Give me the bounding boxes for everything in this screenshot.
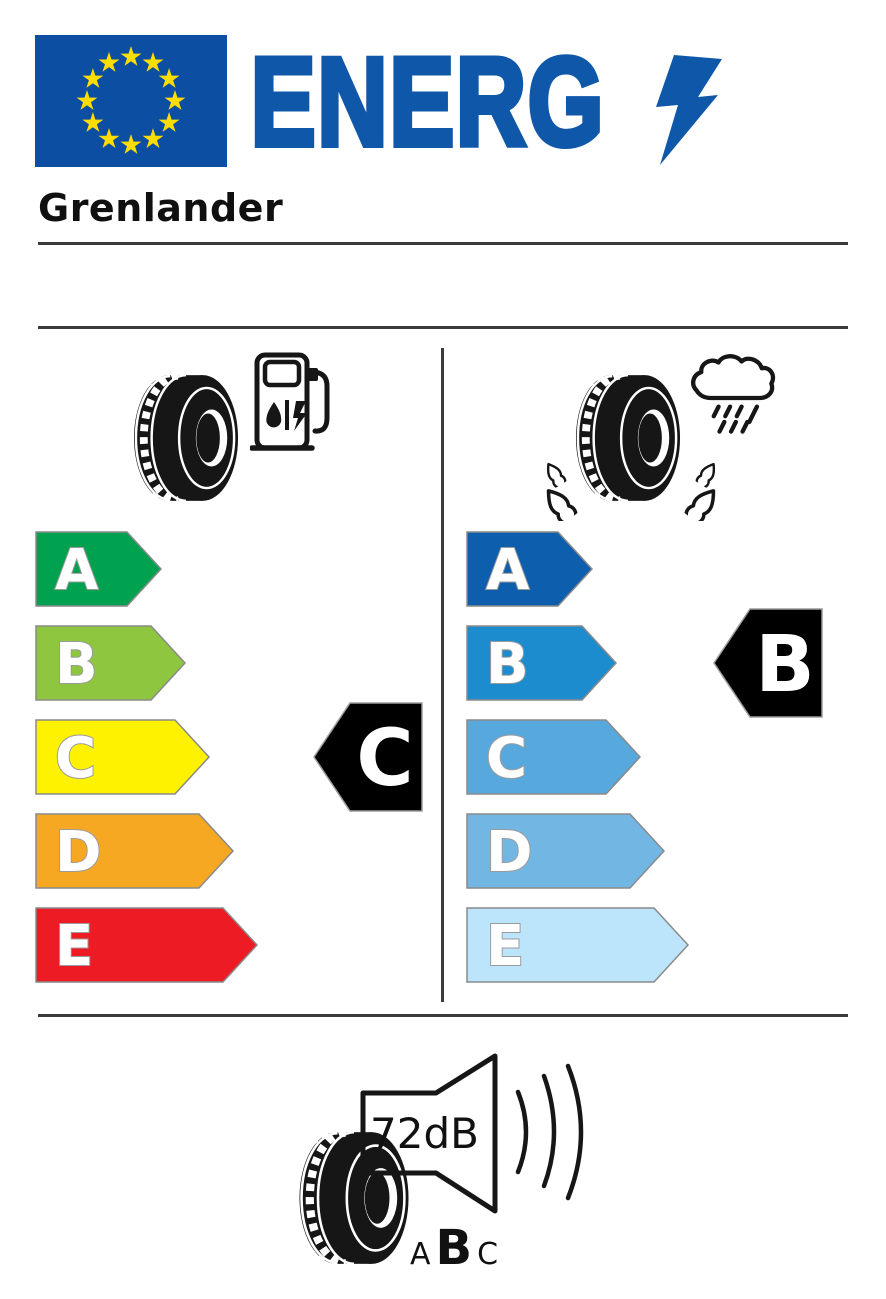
water-splash-icon [536, 455, 584, 521]
rain-cloud-icon [684, 350, 780, 445]
tire-icon [574, 368, 682, 508]
sound-waves-icon [508, 1058, 598, 1206]
rating-arrow-letter: D [486, 820, 533, 885]
rating-arrow-letter: D [55, 820, 102, 885]
rating-arrow-b [35, 625, 187, 701]
rating-arrow-e [466, 907, 690, 983]
speaker-icon [358, 1048, 500, 1216]
rating-arrow-d [35, 813, 235, 889]
ratings-section [0, 332, 886, 1014]
noise-level-value: 72dB [370, 1109, 479, 1158]
fuel-rating-value: C [356, 714, 414, 804]
noise-class-a: A [410, 1237, 431, 1272]
energ-logo-text: ENERG [250, 32, 606, 170]
wet-grip-rating-value: B [755, 620, 815, 710]
rating-arrow-a [35, 531, 163, 607]
lightning-bolt-icon [656, 55, 722, 165]
wet-grip-rating-badge [712, 607, 824, 719]
eu-flag-icon [35, 35, 227, 167]
rating-arrow-e [35, 907, 259, 983]
energ-logo [246, 30, 726, 170]
rating-arrow-d [466, 813, 666, 889]
fuel-pump-icon [250, 352, 330, 452]
rating-arrow-letter: C [486, 726, 528, 791]
noise-class-c: C [477, 1237, 499, 1272]
rating-arrow-letter: B [486, 632, 529, 697]
noise-section [0, 1014, 886, 1299]
tire-icon [132, 368, 240, 508]
rating-arrow-b [466, 625, 618, 701]
water-splash-icon [678, 455, 726, 521]
wet-grip-rating-scale [466, 531, 736, 991]
rating-arrow-c [35, 719, 211, 795]
fuel-rating-scale [35, 531, 305, 991]
rating-arrow-letter: A [486, 538, 530, 603]
rating-arrow-letter: B [55, 632, 98, 697]
divider [38, 326, 848, 329]
rating-arrow-letter: A [55, 538, 99, 603]
rating-arrow-letter: E [486, 914, 525, 979]
noise-class-list [410, 1220, 498, 1276]
brand-name: Grenlander [38, 186, 284, 230]
rating-arrow-letter: C [55, 726, 97, 791]
fuel-rating-badge [312, 701, 424, 813]
noise-class-b: B [435, 1220, 473, 1276]
rating-arrow-a [466, 531, 594, 607]
rating-arrow-c [466, 719, 642, 795]
column-divider [441, 348, 444, 1002]
rating-arrow-letter: E [55, 914, 94, 979]
divider [38, 242, 848, 245]
